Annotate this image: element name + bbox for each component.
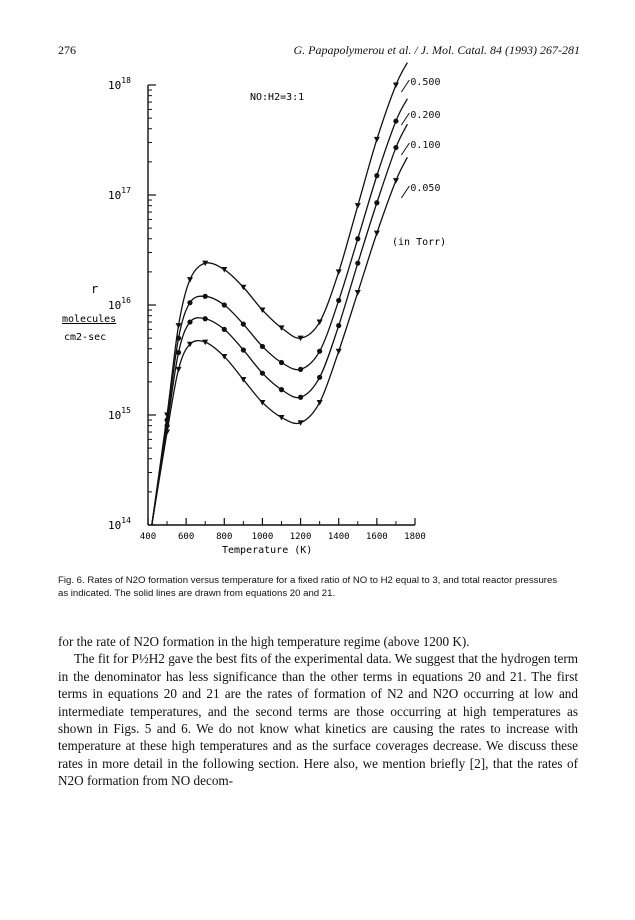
data-point-dot — [241, 322, 246, 327]
data-point-dot — [176, 350, 181, 355]
data-point-dot — [187, 319, 192, 324]
data-point-dot — [260, 371, 265, 376]
y-tick-label: $10^{15}$ — [108, 406, 131, 422]
data-point-triangle — [393, 178, 399, 184]
label-leader — [401, 143, 409, 155]
data-point-dot — [260, 344, 265, 349]
label-leader — [401, 113, 409, 125]
data-point-dot — [241, 347, 246, 352]
x-tick-label: 600 — [178, 532, 195, 542]
y-tick-label: $10^{14}$ — [108, 516, 131, 532]
ratio-label: NO:H2=3:1 — [250, 92, 305, 103]
series-curve-1 — [152, 99, 408, 525]
data-point-dot — [203, 294, 208, 299]
x-tick-label: 1800 — [404, 532, 426, 542]
series-label: 0.200 — [410, 110, 441, 121]
data-point-dot — [222, 302, 227, 307]
data-point-triangle — [355, 203, 361, 209]
paragraph-2: The fit for P½H2 gave the best fits of the experimental data. We suggest that the hydrogen term in the denominator has less significance than the other terms in equations 20 and 21. The first terms in equations 20 and 21 are the rates of formation of N2 and N2O occurring at low and intermediate temperatures, and the second terms are those occurring at high temperatures as shown in Figs. 5 and 6. We do not know what kinetics are causing the rates to increase with temperature at these high temperatures and as the surface coverages decrease. We discuss these rates in more detail in the following section. Here also, we mention briefly [2], that the rates of N2O formation from NO decom- — [58, 651, 578, 789]
paragraph-1: for the rate of N2O formation in the high temperature regime (above 1200 K). — [58, 634, 470, 649]
data-point-triangle — [187, 277, 193, 283]
series-label: 0.100 — [410, 140, 441, 151]
label-leader — [401, 186, 409, 198]
data-point-dot — [317, 349, 322, 354]
data-point-triangle — [317, 320, 323, 326]
x-tick-label: 1200 — [289, 532, 312, 542]
y-tick-label: $10^{17}$ — [108, 186, 131, 202]
data-point-dot — [317, 375, 322, 380]
x-tick-label: 400 — [139, 532, 157, 542]
x-tick-label: 800 — [216, 532, 233, 542]
data-point-dot — [336, 298, 341, 303]
x-tick-label: 1000 — [251, 532, 274, 542]
data-point-dot — [393, 145, 398, 150]
figure-caption: Fig. 6. Rates of N2O formation versus temperature for a fixed ratio of NO to H2 equal to 3, and total reactor pressures as indicated. The solid lines are drawn from equations 20 and 21. — [58, 575, 558, 599]
units-note: (in Torr) — [392, 237, 447, 248]
data-point-triangle — [336, 269, 342, 275]
data-point-dot — [164, 417, 169, 422]
data-point-dot — [298, 367, 303, 372]
series-curve-3 — [152, 157, 408, 525]
y-label-units-bottom: cm2-sec — [64, 332, 107, 343]
series-label: 0.050 — [410, 183, 441, 194]
data-point-triangle — [355, 290, 361, 296]
data-point-dot — [176, 336, 181, 341]
y-tick-label: $10^{18}$ — [108, 76, 131, 92]
page-number: 276 — [58, 43, 76, 57]
data-point-dot — [374, 200, 379, 205]
y-label-units-top: molecules — [62, 314, 117, 325]
data-point-dot — [279, 387, 284, 392]
running-header: G. Papapolymerou et al. / J. Mol. Catal. 84 (1993) 267-281 — [293, 43, 580, 57]
x-axis-label: Temperature (K) — [222, 545, 313, 556]
data-point-dot — [279, 360, 284, 365]
data-point-dot — [203, 316, 208, 321]
data-point-triangle — [336, 349, 342, 355]
label-leader — [401, 80, 409, 92]
x-tick-label: 1600 — [366, 532, 388, 542]
y-tick-label: $10^{16}$ — [108, 296, 131, 312]
data-point-dot — [393, 118, 398, 123]
data-point-triangle — [279, 415, 285, 421]
data-point-dot — [374, 173, 379, 178]
data-point-triangle — [393, 83, 399, 89]
y-symbol: r — [91, 282, 99, 296]
data-point-dot — [298, 395, 303, 400]
data-point-triangle — [176, 367, 182, 373]
data-point-dot — [222, 327, 227, 332]
data-point-dot — [164, 423, 169, 428]
data-point-triangle — [374, 231, 380, 237]
data-point-triangle — [317, 400, 323, 406]
series-label: 0.500 — [410, 77, 441, 88]
data-point-triangle — [374, 137, 380, 143]
data-point-dot — [336, 323, 341, 328]
body-text — [58, 633, 578, 790]
series-curve-0 — [152, 63, 408, 525]
x-tick-label: 1400 — [327, 532, 350, 542]
data-point-dot — [187, 300, 192, 305]
data-point-dot — [355, 261, 360, 266]
data-point-dot — [355, 236, 360, 241]
